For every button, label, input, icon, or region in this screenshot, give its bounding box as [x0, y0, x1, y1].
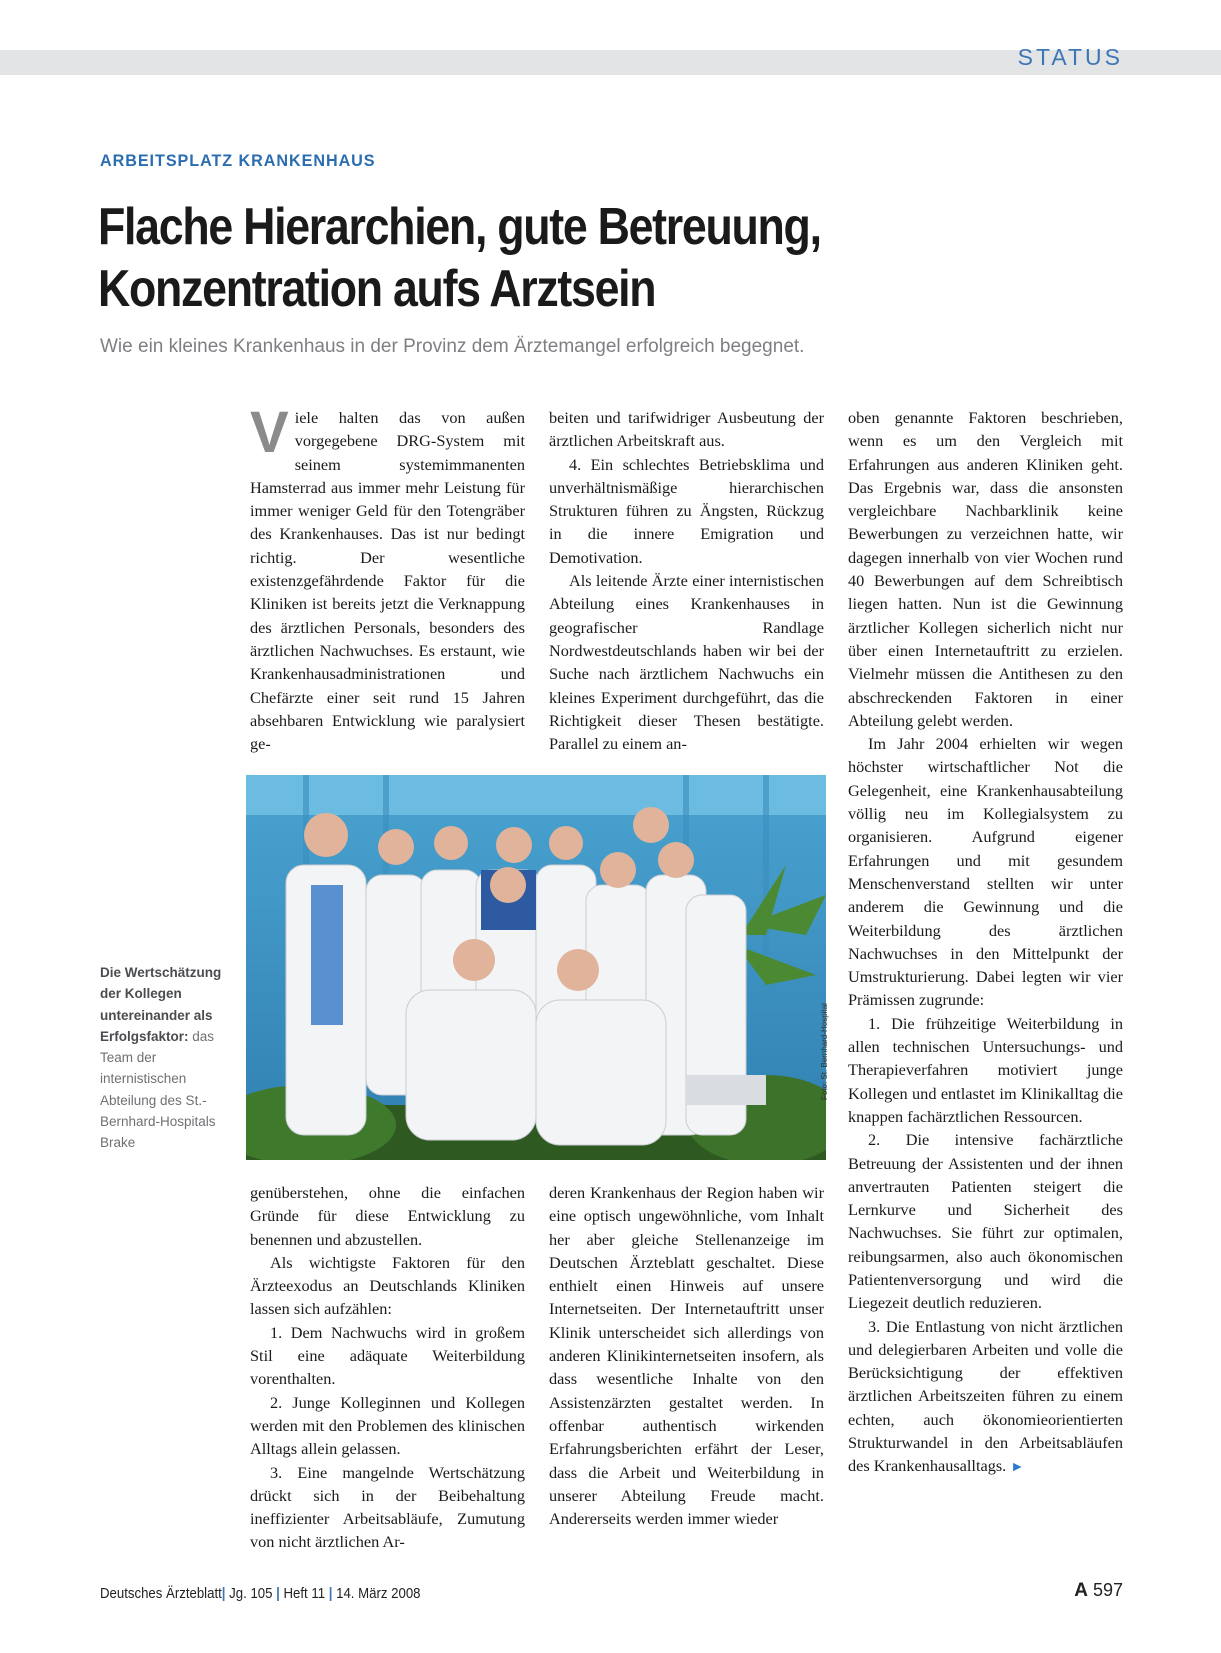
paragraph: Als leitende Ärzte einer internistischen Abteilung eines Krankenhauses in geografischer Randlage Nordwestdeutschlands haben wir bei der Suche nach ärztlichem Nachwuchs ein kleines Experiment durchgeführt, das die Richtigkeit dieser Thesen bestätigte. Parallel zu einem an-	[549, 571, 824, 754]
paragraph: deren Krankenhaus der Region haben wir eine optisch ungewöhnliche, vom Inhalt her aber gleiche Stellenanzeige im Deutschen Ärzteblatt geschaltet. Diese enthielt einen Hinweis auf unsere Internetseiten. Der Internetauftritt unser Klinik unterscheidet sich allerdings von anderen Klinikinternetseiten insofern, als dass wesentliche Inhalte von den Assistenzärzten gestaltet werden. In offenbar authentisch wirkenden Erfahrungsberichten erfährt der Leser, dass die Arbeit und Weiterbildung in unserer Abteilung Freude macht. Andererseits werden immer wieder	[549, 1183, 824, 1529]
paragraph-text: 3. Die Entlastung von nicht ärztlichen und delegierbaren Arbeiten und volle die Berücksichtigung der effektiven ärztlichen Arbeitszeiten führen zu einem echten, auch ökonomieorientierten Strukturwandel in den Arbeitsabläufen des Krankenhausalltags.	[848, 1316, 1123, 1476]
separator: |	[328, 1585, 333, 1602]
journal-name: Deutsches Ärzteblatt	[100, 1585, 222, 1602]
column-3	[848, 406, 1123, 1480]
paragraph: 2. Die intensive fachärztliche Betreuung der Assistenten und der ihnen anvertrauten Patienten steigert die Lernkurve und Sicherheit des Nachwuchses. Sie führt zur optimalen, reibungsarmen, also auch ökonomischen Patientenversorgung und wird die Liegezeit deutlich reduzieren.	[848, 1130, 1123, 1313]
column-2-top	[549, 406, 824, 755]
page-number-value: 597	[1087, 1580, 1123, 1600]
column-1-bottom	[250, 1181, 525, 1554]
continue-arrow-icon: ►	[1010, 1460, 1025, 1476]
paragraph: Im Jahr 2004 erhielten wir wegen höchster wirtschaftlicher Not die Gelegenheit, eine Krankenhausabteilung völlig neu im Kollegialsystem zu organisieren. Aufgrund eigener Erfahrungen und mit gesundem Menschenverstand stellten wir unter anderem die Gewinnung und die Weiterbildung des ärztlichen Nachwuchses in den Mittelpunkt der Umstrukturierung. Dabei legten wir vier Prämissen zugrunde:	[848, 734, 1123, 1010]
page-prefix: A	[1074, 1580, 1088, 1601]
page-number	[1074, 1580, 1123, 1602]
team-photo	[246, 775, 826, 1160]
volume: Jg. 105	[225, 1585, 277, 1602]
paragraph: oben genannte Faktoren beschrieben, wenn es um den Vergleich mit Erfahrungen aus anderen Kliniken geht. Das Ergebnis war, dass die ansonsten vergleichbare Nachbarklinik keine Bewerbungen zu verzeichnen hatte, wir dagegen innerhalb von vier Wochen rund 40 Bewerbungen auf dem Schreibtisch liegen hatten. Nun ist die Gewinnung ärztlicher Kollegen sicherlich nicht nur über einen Internetauftritt zu erzielen. Vielmehr müssen die Antithesen zu den abschreckenden Faktoren in einer Abteilung gelebt werden.	[848, 408, 1123, 730]
issue-date: 14. März 2008	[332, 1585, 421, 1602]
article-headline	[98, 196, 1010, 320]
issue: Heft 11	[279, 1585, 329, 1602]
article-subline: Wie ein kleines Krankenhaus in der Provinz dem Ärztemangel erfolgreich begegnet.	[100, 336, 805, 357]
drop-cap: V	[250, 400, 289, 465]
paragraph: 4. Ein schlechtes Betriebsklima und unverhältnismäßige hierarchischen Strukturen führen zu Ängsten, Rückzug in die innere Emigration und Demotivation.	[549, 454, 824, 567]
paragraph: beiten und tarifwidriger Ausbeutung der ärztlichen Arbeitskraft aus.	[549, 408, 824, 451]
paragraph: 2. Junge Kolleginnen und Kollegen werden mit den Problemen des klinischen Alltags allein gelassen.	[250, 1392, 525, 1459]
paragraph: 1. Die frühzeitige Weiterbildung in allen technischen Untersuchungs- und Therapieverfahren motiviert junge Kollegen und entlastet im Klinikalltag die knappen fachärztlichen Ressourcen.	[848, 1013, 1123, 1126]
photo-credit: Foto: St. Bernhard-Hospital	[820, 1003, 829, 1100]
column-1-top	[250, 400, 525, 755]
section-label: STATUS	[1017, 44, 1123, 70]
paragraph	[848, 1315, 1123, 1480]
footer-citation	[100, 1585, 421, 1602]
headline-line-1: Flache Hierarchien, gute Betreuung,	[98, 198, 821, 256]
paragraph	[250, 400, 525, 755]
column-2-bottom	[549, 1181, 824, 1530]
caption-bold: Die Wertschätzung der Kollegen untereinander als Erfolgsfaktor:	[100, 965, 222, 1044]
paragraph: 3. Eine mangelnde Wertschätzung drückt sich in der Beibehaltung ineffizienter Arbeitsabläufe, Zumutung von nicht ärztlichen Ar-	[250, 1462, 525, 1552]
paragraph: Als wichtigste Faktoren für den Ärzteexodus an Deutschlands Kliniken lassen sich aufzählen:	[250, 1252, 525, 1319]
paragraph: 1. Dem Nachwuchs wird in großem Stil eine adäquate Weiterbildung vorenthalten.	[250, 1322, 525, 1389]
paragraph: genüberstehen, ohne die einfachen Gründe für diese Entwicklung zu benennen und abzustellen.	[250, 1183, 525, 1249]
paragraph-text: iele halten das von außen vorgegebene DRG-System mit seinem systemimmanenten Hamsterrad aus immer mehr Leistung für immer weniger Geld für den Totengräber des Krankenhauses. Das ist nur bedingt richtig. Der wesentliche existenzgefährdende Faktor für die Kliniken ist bereits jetzt die Verknappung des ärztlichen Personals, besonders des ärztlichen Nachwuchses. Es erstaunt, wie Krankenhausadministrationen und Chefärzte einer seit rund 15 Jahren absehbaren Entwicklung wie paralysiert ge-	[250, 408, 525, 754]
caption-text: das Team der internistischen Abteilung des St.-Bernhard-Hospitals Brake	[100, 1028, 216, 1151]
separator: |	[221, 1585, 226, 1602]
headline-line-2: Konzentration aufs Arztsein	[98, 260, 656, 318]
article-kicker: ARBEITSPLATZ KRANKENHAUS	[100, 151, 376, 170]
photo-caption	[100, 962, 230, 1154]
separator: |	[276, 1585, 280, 1602]
